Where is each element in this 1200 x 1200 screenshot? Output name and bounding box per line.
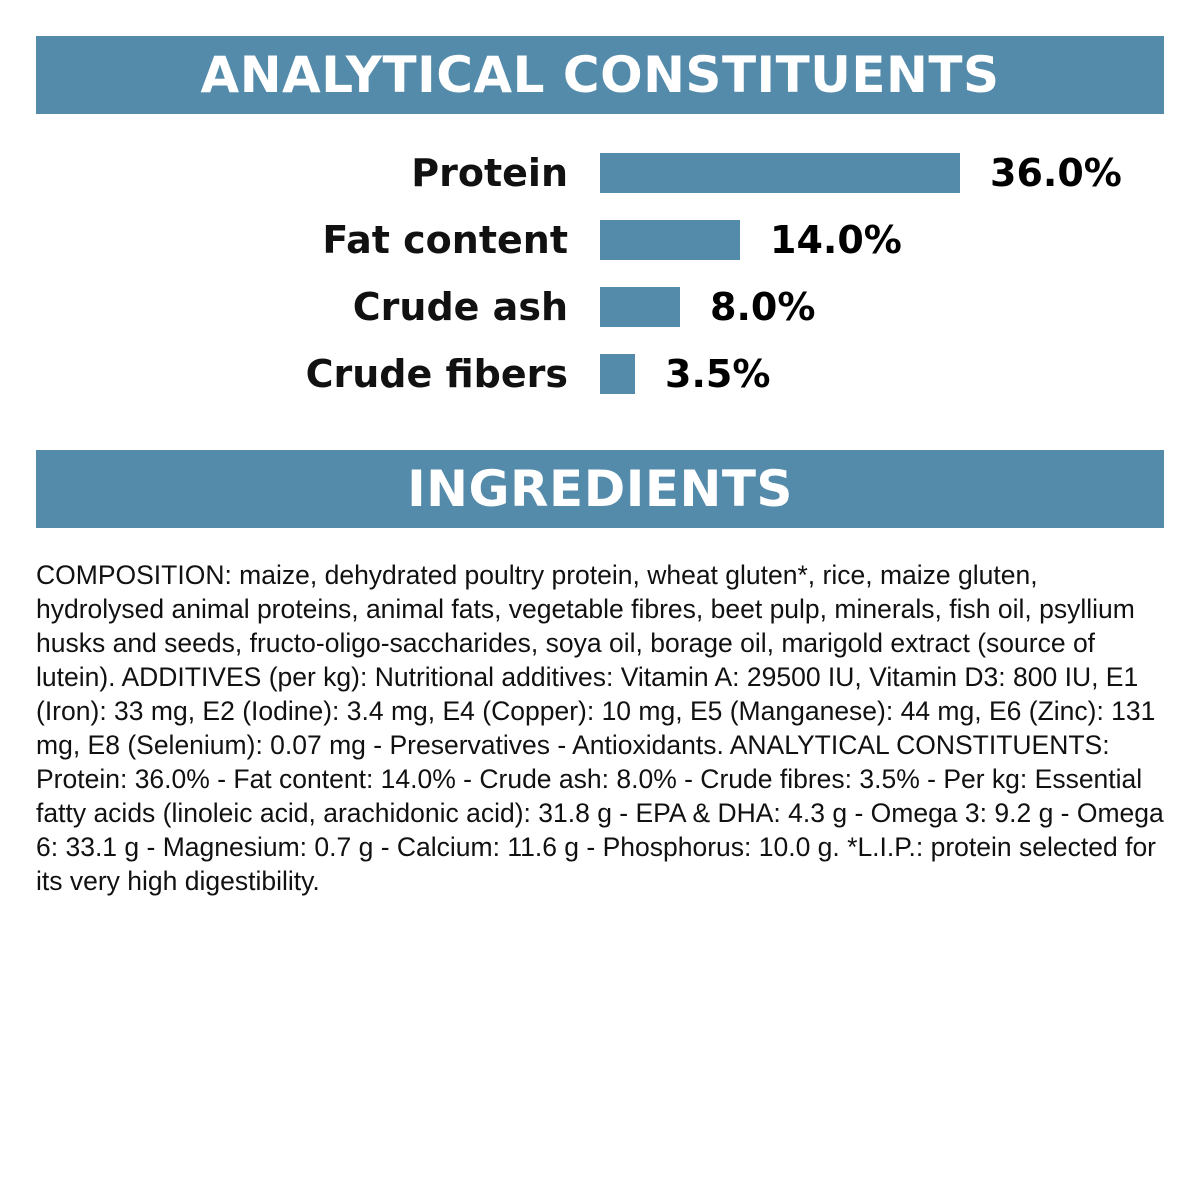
analytical-constituents-banner: ANALYTICAL CONSTITUENTS [36,36,1164,114]
category-label-1: Fat content [322,218,568,262]
bar-2 [600,287,680,327]
bar-3 [600,354,635,394]
category-label-2: Crude ash [352,285,568,329]
ingredients-composition-text: COMPOSITION: maize, dehydrated poultry protein, wheat gluten*, rice, maize gluten, hydrolysed animal proteins, animal fats, vegetable fibres, beet pulp, minerals, fish oil, psyllium husks and seeds, fructo-oligo-saccharides, soya oil, borage oil, marigold extract (source of lutein). ADDITIVES (per kg): Nutritional additives: Vitamin A: 29500 IU, Vitamin D3: 800 IU, E1 (Iron): 33 mg, E2 (Iodine): 3.4 mg, E4 (Copper): 10 mg, E5 (Manganese): 44 mg, E6 (Zinc): 131 mg, E8 (Selenium): 0.07 mg - Preservatives - Antioxidants. ANALYTICAL CONSTITUENTS: Protein: 36.0% - Fat content: 14.0% - Crude ash: 8.0% - Crude fibres: 3.5% - Per kg: Essential fatty acids (linoleic acid, arachidonic acid): 31.8 g - EPA & DHA: 4.3 g - Omega 3: 9.2 g - Omega 6: 33.1 g - Magnesium: 0.7 g - Calcium: 11.6 g - Phosphorus: 10.0 g. *L.I.P.: protein selected for its very high digestibility. [36,560,1164,896]
value-label-0: 36.0% [990,151,1122,195]
analytical-constituents-chart [0,0,1200,430]
value-label-3: 3.5% [665,352,771,396]
value-label-2: 8.0% [710,285,816,329]
category-label-3: Crude fibers [305,352,568,396]
bar-1 [600,220,740,260]
bar-0 [600,153,960,193]
ingredients-banner: INGREDIENTS [36,450,1164,528]
value-label-1: 14.0% [770,218,902,262]
category-label-0: Protein [411,151,568,195]
